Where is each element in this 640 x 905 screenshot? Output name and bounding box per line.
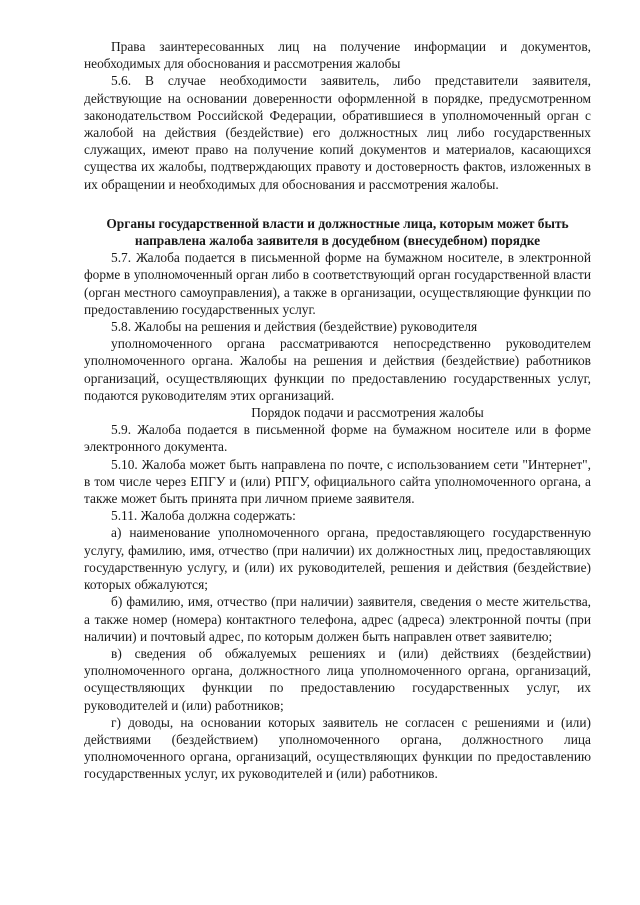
paragraph-5-8-continuation: уполномоченного органа рассматриваются непосредственно руководителем уполномоченного органа. Жалобы на решения и действия (бездействие) работников организаций, осуществляющих функции по предоставлению государственных услуг, подаются руководителям этих организаций. <box>84 336 591 403</box>
paragraph-5-9: 5.9. Жалоба подается в письменной форме на бумажном носителе или в форме электронного документа. <box>84 422 591 455</box>
subsection-heading: Порядок подачи и рассмотрения жалобы <box>251 405 484 421</box>
list-item-b: б) фамилию, имя, отчество (при наличии) заявителя, сведения о месте жительства, а также номер (номера) контактного телефона, адрес (адреса) электронной почты (при наличии) и почтовый адрес, по которым должен быть направлен ответ заявителю; <box>84 594 591 644</box>
section-heading: Органы государственной власти и должностные лица, которым может быть направлена жалоба заявителя в досудебном (внесудебном) порядке <box>106 215 569 249</box>
document-page <box>84 38 591 783</box>
list-item-a: а) наименование уполномоченного органа, предоставляющего государственную услугу, фамилию, имя, отчество (при наличии) их должностных лиц, предоставляющих государственную услугу, и (или) их руководителей, решения и действия (бездействие) которых обжалуются; <box>84 525 591 593</box>
paragraph-rights-title: Права заинтересованных лиц на получение информации и документов, необходимых для обоснования и рассмотрения жалобы <box>84 39 591 72</box>
paragraph-5-8: 5.8. Жалобы на решения и действия (бездействие) руководителя <box>111 319 478 335</box>
paragraph-5-11: 5.11. Жалоба должна содержать: <box>111 508 296 524</box>
paragraph-5-6: 5.6. В случае необходимости заявитель, либо представители заявителя, действующие на основании доверенности оформленной в порядке, предусмотренном законодательством Российской Федерации, обратившиеся в уполномоченный орган с жалобой на действия (бездействие) его должностных лиц либо государственных служащих, имеют право на получение копий документов и материалов, касающихся существа их жалобы, подтверждающих правоту и достоверность фактов, изложенных в их обращении и необходимых для обоснования и рассмотрения жалобы. <box>84 73 591 192</box>
paragraph-5-7: 5.7. Жалоба подается в письменной форме на бумажном носителе, в электронной форме в уполномоченный орган либо в соответствующий орган государственной власти (орган местного самоуправления), а также в организации, осуществляющие функции по предоставлению государственных услуг. <box>84 250 591 317</box>
list-item-g: г) доводы, на основании которых заявитель не согласен с решениями и (или) действиями (бездействием) уполномоченного органа, должностного лица уполномоченного органа, организаций, осуществляющих функции по предоставлению государственных услуг, их руководителей и (или) работников. <box>84 714 591 782</box>
paragraph-5-10: 5.10. Жалоба может быть направлена по почте, с использованием сети "Интернет", в том числе через ЕПГУ и (или) РПГУ, официального сайта уполномоченного органа, а также может быть принята при личном приеме заявителя. <box>84 456 591 507</box>
list-item-v: в) сведения об обжалуемых решениях и (или) действиях (бездействии) уполномоченного органа, должностного лица уполномоченного органа, организаций, осуществляющих функции по предоставлению государственных услуг, их руководителей и (или) работников; <box>84 645 591 713</box>
